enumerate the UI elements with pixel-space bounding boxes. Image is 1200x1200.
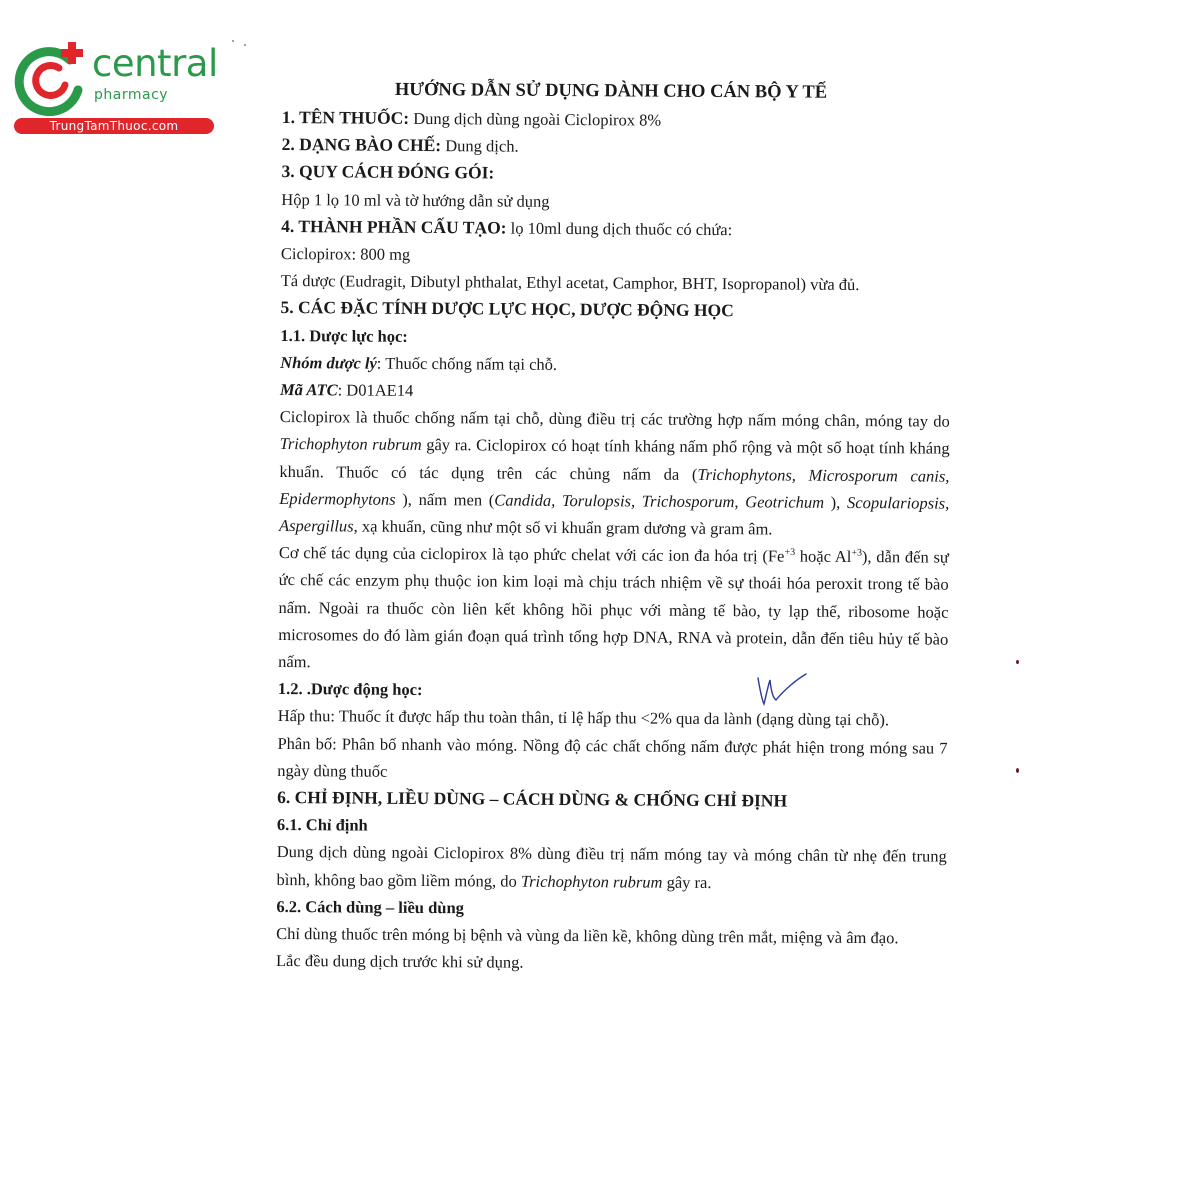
section-1-text: Dung dịch dùng ngoài Ciclopirox 8% <box>409 108 662 130</box>
brand-website-badge[interactable]: TrungTamThuoc.com <box>14 118 214 134</box>
usage-paragraph: Chỉ dùng thuốc trên móng bị bệnh và vùng da liền kề, không dùng trên mắt, miệng và âm đạo. <box>276 924 899 948</box>
text-run: ), nấm men ( <box>395 489 495 510</box>
section-6-1-heading: 6.1. Chỉ định <box>276 815 368 835</box>
section-3-label: 3. QUY CÁCH ĐÓNG GÓI: <box>281 161 495 183</box>
species-name: Trichophyton rubrum <box>279 434 422 455</box>
species-name: Scopulariopsis, Aspergillus <box>278 492 950 536</box>
text-run: gây ra. Ciclopirox có hoạt tính kháng nấm phổ rộng và một số hoạt tính kháng khuẩn. Thuốc có tác dụng trên các chủng nấm da ( <box>279 435 950 484</box>
scan-speck <box>1016 660 1019 664</box>
text-run: gây ra. <box>662 872 712 892</box>
scan-speck <box>244 44 246 46</box>
section-4-line-1: Ciclopirox: 800 mg <box>280 244 411 264</box>
species-name: Candida, Torulopsis, Trichosporum, Geotrichum <box>494 490 825 512</box>
species-name: Trichophytons, Microsporum canis, Epidermophytons <box>279 464 950 509</box>
shake-instruction: Lắc đều dung dịch trước khi sử dụng. <box>275 951 524 973</box>
section-2-text: Dung dịch. <box>441 136 519 156</box>
section-4-text: lọ 10ml dung dịch thuốc có chứa: <box>506 218 733 239</box>
atc-code-label: Mã ATC <box>279 380 338 400</box>
pharmacodynamics-paragraph <box>279 403 950 544</box>
brand-name: central <box>92 42 218 85</box>
section-4-line-2: Tá dược (Eudragit, Dibutyl phthalat, Ethyl acetat, Camphor, BHT, Isopropanol) vừa đủ. <box>280 271 860 295</box>
absorption-paragraph: Hấp thu: Thuốc ít được hấp thu toàn thân, tỉ lệ hấp thu <2% qua da lành (dạng dùng tại chỗ). <box>277 706 890 730</box>
pharmacologic-group-text: : Thuốc chống nấm tại chỗ. <box>376 353 558 374</box>
section-5-2-heading: 1.2. .Dược động học: <box>277 679 423 700</box>
section-3-text: Hộp 1 lọ 10 ml và tờ hướng dẫn sử dụng <box>281 189 550 211</box>
superscript: +3 <box>784 547 796 559</box>
section-4-label: 4. THÀNH PHẦN CẤU TẠO: <box>281 215 507 238</box>
section-6-2-heading: 6.2. Cách dùng – liều dùng <box>276 896 464 918</box>
document-title: HƯỚNG DẪN SỬ DỤNG DÀNH CHO CÁN BỘ Y TẾ <box>394 79 828 103</box>
section-1-label: 1. TÊN THUỐC: <box>281 106 410 128</box>
scan-speck <box>232 40 234 42</box>
text-run: Ciclopirox là thuốc chống nấm tại chỗ, dùng điều trị các trường hợp nấm móng chân, móng tay do <box>279 407 950 431</box>
section-5-label: 5. CÁC ĐẶC TÍNH DƯỢC LỰC HỌC, DƯỢC ĐỘNG HỌC <box>280 297 734 321</box>
species-name: Trichophyton rubrum <box>520 871 663 892</box>
text-run: hoặc Al <box>795 546 852 567</box>
pharmacologic-group-label: Nhóm dược lý <box>280 352 377 373</box>
scan-speck <box>1016 768 1019 773</box>
text-run: , xạ khuẩn, cũng như một số vi khuẩn gram dương và gram âm. <box>353 516 773 539</box>
section-6-label: 6. CHỈ ĐỊNH, LIỀU DÙNG – CÁCH DÙNG & CHỐNG CHỈ ĐỊNH <box>277 787 788 811</box>
brand-logo[interactable] <box>10 38 220 138</box>
section-2-label: 2. DẠNG BÀO CHẾ: <box>281 134 442 156</box>
section-5-1-heading: 1.1. Dược lực học: <box>280 325 408 346</box>
atc-code-text: : D01AE14 <box>337 380 414 400</box>
text-run: Dung dịch dùng ngoài Ciclopirox 8% dùng điều trị nấm móng tay và móng chân từ nhẹ đến trung bình, không bao gồm liềm móng, do <box>276 842 947 891</box>
pharmacy-cross-logo-icon <box>10 38 90 118</box>
mechanism-paragraph <box>278 539 949 680</box>
superscript: +3 <box>851 547 863 559</box>
brand-subtitle: pharmacy <box>94 87 169 103</box>
indication-paragraph <box>276 838 946 897</box>
text-run: Cơ chế tác dụng của ciclopirox là tạo phức chelat với các ion đa hóa trị (Fe <box>278 543 785 566</box>
text-run: ), dẫn đến sự ức chế các enzym phụ thuộc ion kim loại mà chịu trách nhiệm về sự thoái hóa peroxit trong tế bào nấm. Ngoài ra thuốc còn liên kết không hồi phục với màng tế bào, ty lạp thể, ribosome hoặc microsomes do đó làm gián đoạn quá trình tổng hợp DNA, RNA và protein, dẫn đến tiêu hủy tế bào nấm. <box>278 547 949 672</box>
distribution-paragraph: Phân bố: Phân bố nhanh vào móng. Nồng độ các chất chống nấm được phát hiện trong móng sau 7 ngày dùng thuốc <box>277 733 948 781</box>
text-run: ), <box>823 492 848 512</box>
document-content <box>276 104 952 979</box>
